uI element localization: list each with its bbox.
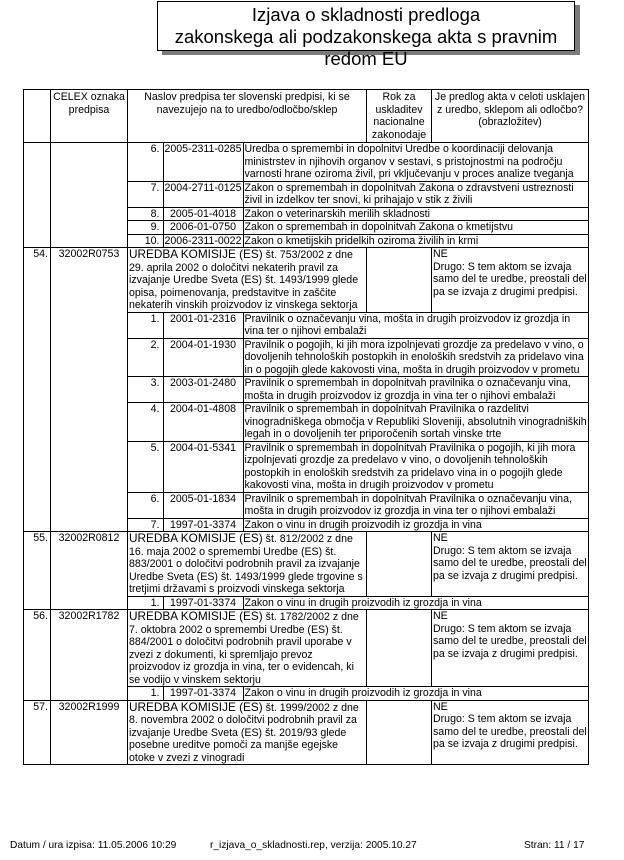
entry-sub-cell xyxy=(128,312,589,532)
entry-title-desc: št. 753/2002 z dne 29. aprila 2002 o določitvi nekaterih pravil za izvajanje Uredbe Sveta (ES) št. 1493/1999 glede opisa, poimenovanja, predstavitve in zaščite nekaterih vinskih proizvodov iz vinskega sektorja xyxy=(129,249,359,311)
footer-datum: Datum / ura izpisa: 11.05.2006 10:29 xyxy=(10,840,177,851)
sub-row xyxy=(128,403,588,442)
entry-title-head: UREDBA KOMISIJE (ES) xyxy=(129,247,263,261)
sub-code: 2004-01-1930 xyxy=(163,338,243,377)
entry-sub-cell xyxy=(128,596,589,610)
sub-code: 2006-01-0750 xyxy=(163,221,243,235)
sub-row xyxy=(128,518,588,531)
sub-row xyxy=(128,221,588,235)
compliance-table xyxy=(23,89,589,765)
sub-text: Pravilnik o spremembah in dopolnitvah Pravilnika o razdelitvi vinogradniškega območja v Republiki Sloveniji, absolutnih vinogradniških legah in o dovoljenih ter priporočenih sortah vinske trte xyxy=(244,403,587,440)
sub-row xyxy=(128,143,588,181)
sub-num: 1. xyxy=(128,313,163,339)
sub-row xyxy=(128,338,588,377)
entry-sub-table xyxy=(128,597,588,610)
table-body xyxy=(24,143,589,765)
entry-row xyxy=(24,610,589,687)
compliance-note: Drugo: S tem aktom se izvaja samo del te uredbe, preostali del pa se izvaja z drugimi predpisi. xyxy=(433,622,587,660)
sub-text: Zakon o vinu in drugih proizvodih iz grozdja in vina xyxy=(244,687,482,699)
sub-code: 2005-01-4018 xyxy=(163,207,243,221)
sub-text: Zakon o spremembah in dopolnitvah Zakona o zdravstveni ustreznosti živil in izdelkov ter snovi, ki prihajajo v stik z živili xyxy=(243,181,588,207)
sub-num: 10. xyxy=(128,234,163,247)
sub-num: 4. xyxy=(128,403,163,442)
compliance-status: NE xyxy=(433,610,448,622)
entry-sub-table xyxy=(128,687,588,700)
entry-title-head: UREDBA KOMISIJE (ES) xyxy=(129,699,263,714)
entry-title-head: UREDBA KOMISIJE (ES) xyxy=(129,609,263,623)
header-usklajen: Je predlog akta v celoti usklajen z uredbo, sklepom ali odločbo? (obrazložitev) xyxy=(432,90,589,143)
entry-celex: 32002R0753 xyxy=(51,248,128,532)
entry-title xyxy=(128,532,367,597)
entry-celex: 32002R1782 xyxy=(51,610,128,701)
entry-number: 57. xyxy=(24,700,51,765)
entry-number: 56. xyxy=(24,610,51,701)
entry-compliance xyxy=(432,610,589,687)
compliance-note: Drugo: S tem aktom se izvaja samo del te uredbe, preostali del pa se izvaja z drugimi predpisi. xyxy=(433,713,587,750)
continuation-cell xyxy=(128,143,589,248)
sub-row xyxy=(128,181,588,207)
sub-num: 3. xyxy=(128,377,163,403)
sub-code: 1997-01-3374 xyxy=(163,518,243,531)
sub-row xyxy=(128,687,588,700)
header-naslov: Naslov predpisa ter slovenski predpisi, ki se navezujejo na to uredbo/odločbo/sklep xyxy=(128,90,367,143)
continuation-row xyxy=(24,143,589,248)
sub-row xyxy=(128,207,588,221)
sub-text: Pravilnik o spremembah in dopolnitvah Pravilnika o označevanju vina, mošta in drugih proizvodov iz grozdja in vina ter o njihovi embalaži xyxy=(243,492,588,518)
entry-title-desc: št. 1999/2002 z dne 8. novembra 2002 o določitvi podrobnih pravil za izvajanje Uredbe Sveta (ES) št. 2019/93 glede posebne ureditve pomoči za manjše egejske otoke v zvezi z vinogradi xyxy=(129,701,359,764)
entry-deadline xyxy=(367,532,432,597)
footer-report: r_izjava_o_skladnosti.rep, verzija: 2005.10.27 xyxy=(210,840,417,851)
sub-text: Pravilnik o pogojih, ki jih mora izpolnjevati grozdje za predelavo v vino, o dovoljenih tehnoloških postopkih in enoloških sredstvih za pridelavo vina in o pogojih glede kakovosti vina, mošta in drugih proizvodov v prometu xyxy=(243,338,588,377)
sub-text: Zakon o kmetijskih pridelkih oziroma živilih in krmi xyxy=(243,234,588,247)
entry-row xyxy=(24,700,589,765)
sub-text: Pravilnik o označevanju vina, mošta in drugih proizvodov iz grozdja in vina ter o njihovi embalaži xyxy=(244,312,571,337)
entry-deadline xyxy=(367,610,432,687)
sub-text: Pravilnik o spremembah in dopolnitvah Pravilnika o pogojih, ki jih mora izpolnjevati grozdje za predelavo v vino, o dovoljenih tehnoloških postopkih in enoloških sredstvih za pridelavo vina in o pogojih glede kakovosti vina, mošta in drugih proizvodov v prometu xyxy=(243,441,588,492)
entry-title xyxy=(128,248,367,313)
compliance-note: Drugo: S tem aktom se izvaja samo del te uredbe, preostali del pa se izvaja z drugimi predpisi. xyxy=(433,260,587,298)
sub-text: Zakon o spremembah in dopolnitvah Zakona o kmetijstvu xyxy=(243,221,588,235)
sub-num: 7. xyxy=(128,181,163,207)
sub-code: 2005-01-1834 xyxy=(163,492,243,518)
entry-deadline xyxy=(367,700,432,765)
sub-text: Zakon o vinu in drugih proizvodih iz grozdja in vina xyxy=(244,596,482,609)
entry-title-desc: št. 812/2002 z dne 16. maja 2002 o spremembi Uredbe (ES) št. 883/2001 o določitvi podrobnih pravil za izvajanje Uredbe Sveta (ES) št. 1493/1999 glede trgovine s tretjimi državami s proizvodi vinskega sektorja xyxy=(129,533,363,595)
compliance-note: Drugo: S tem aktom se izvaja samo del te uredbe, preostali del pa se izvaja z drugimi predpisi. xyxy=(433,544,587,582)
sub-num: 5. xyxy=(128,441,163,492)
sub-text: Pravilnik o spremembah in dopolnitvah pravilnika o označevanju vina, mošta in drugih proizvodov iz grozdja in vina ter o njihovi embalaži xyxy=(243,377,588,403)
sub-row xyxy=(128,377,588,403)
sub-text: Zakon o veterinarskih merilih skladnosti xyxy=(243,207,588,221)
entry-title xyxy=(128,700,367,765)
title-line-1: Izjava o skladnosti predloga xyxy=(251,4,481,25)
document-title xyxy=(157,1,575,69)
sub-code: 2004-01-4808 xyxy=(163,403,243,442)
sub-num: 1. xyxy=(128,597,163,610)
entry-sub-table xyxy=(128,313,588,532)
entry-title-desc: št. 1782/2002 z dne 7. oktobra 2002 o spremembi Uredbe (ES) št. 884/2001 o določitvi podrobnih pravil uporabe v zvezi z dokumenti, ki spremljajo prevoz proizvodov iz grozdja in vina, ter o evidencah, ki se vodijo v vinskem sektorju xyxy=(129,611,359,686)
sub-num: 9. xyxy=(128,221,163,235)
sub-code: 2006-2311-0022 xyxy=(164,234,242,247)
sub-num: 8. xyxy=(128,207,163,221)
entry-compliance xyxy=(432,532,589,597)
sub-code: 2005-2311-0285 xyxy=(163,143,243,181)
entry-compliance xyxy=(432,248,589,313)
title-line-2: zakonskega ali podzakonskega akta s pravnim redom EU xyxy=(174,26,558,69)
sub-text: Uredba o spremembi in dopolnitvi Uredbe o koordinaciji delovanja ministrstev in njihovih organov v sestavi, s pristojnostmi na področju varnosti hrane oziroma živil, pri vključevanju v proces analize tveganja xyxy=(244,143,574,180)
entry-row xyxy=(24,248,589,313)
sub-row xyxy=(128,234,588,247)
entry-title-head: UREDBA KOMISIJE (ES) xyxy=(129,531,263,545)
sub-code: 2004-2711-0125 xyxy=(163,181,243,207)
sub-text: Zakon o vinu in drugih proizvodih iz grozdja in vina xyxy=(243,518,588,531)
sub-num: 6. xyxy=(128,492,163,518)
sub-num: 1. xyxy=(128,687,163,700)
sub-row xyxy=(128,441,588,492)
header-num xyxy=(24,90,51,143)
header-rok: Rok za uskladitev nacionalne zakonodaje xyxy=(367,90,432,143)
entry-number: 54. xyxy=(24,248,51,532)
entry-number: 55. xyxy=(24,532,51,610)
entry-row xyxy=(24,532,589,597)
compliance-status: NE xyxy=(433,248,448,260)
header-row xyxy=(24,90,589,143)
continuation-sub-table xyxy=(128,143,588,247)
sub-row xyxy=(128,492,588,518)
compliance-status: NE xyxy=(433,532,448,544)
sub-num: 2. xyxy=(128,338,163,377)
sub-code: 2003-01-2480 xyxy=(163,377,243,403)
header-celex: CELEX oznaka predpisa xyxy=(51,90,128,143)
sub-code: 1997-01-3374 xyxy=(163,687,243,700)
compliance-status: NE xyxy=(433,700,448,713)
sub-code: 2004-01-5341 xyxy=(163,441,243,492)
entry-deadline xyxy=(367,248,432,313)
entry-compliance xyxy=(432,700,589,765)
sub-row xyxy=(128,313,588,339)
sub-num: 6. xyxy=(128,143,163,181)
sub-row xyxy=(128,597,588,610)
entry-sub-cell xyxy=(128,687,589,701)
entry-celex: 32002R1999 xyxy=(51,700,128,765)
sub-code: 2001-01-2316 xyxy=(163,313,243,339)
footer-page: Stran: 11 / 17 xyxy=(524,840,585,851)
entry-title xyxy=(128,610,367,687)
entry-celex: 32002R0812 xyxy=(51,532,128,610)
sub-num: 7. xyxy=(128,518,163,531)
sub-code: 1997-01-3374 xyxy=(163,597,243,610)
